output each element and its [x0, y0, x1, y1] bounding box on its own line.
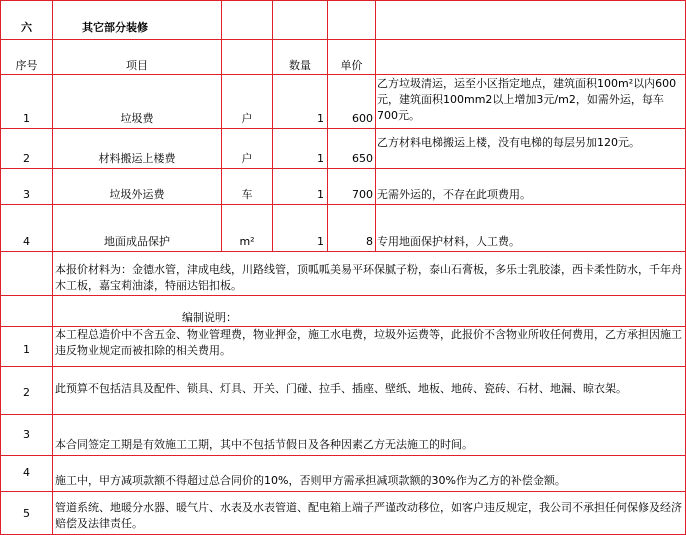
row-seq: 4 — [23, 235, 30, 248]
row-item: 地面成品保护 — [104, 235, 170, 248]
note-text: 管道系统、地暖分水器、暖气片、水表及水表管道、配电箱上端子严谨改动移位，如客户违反规定，我公司不承担任何保修及经济赔偿及法律责任。 — [55, 501, 682, 530]
row-qty: 1 — [317, 152, 324, 165]
row-item: 垃圾外运费 — [109, 188, 165, 201]
note-text: 此预算不包括洁具及配件、锁具、灯具、开关、门碰、拉手、插座、壁纸、地板、地砖、瓷砖、石材、地漏、晾衣架。 — [55, 382, 627, 395]
row-qty: 1 — [317, 112, 324, 125]
row-note: 无需外运的，不存在此项费用。 — [377, 188, 531, 201]
row-seq: 3 — [23, 188, 30, 201]
note-number: 2 — [23, 386, 30, 399]
note-text: 本工程总造价中不含五金、物业管理费，物业押金，施工水电费，垃圾外运费等，此报价不含物业所收任何费用，乙方承担因施工违反物业规定而被扣除的相关费用。 — [55, 328, 682, 357]
row-seq: 2 — [23, 152, 30, 165]
section-number: 六 — [21, 21, 32, 34]
row-qty: 1 — [317, 188, 324, 201]
row-unit: 户 — [241, 152, 253, 165]
section-title: 其它部分装修 — [82, 21, 148, 34]
note-text: 本合同签定工期是有效施工工期，其中不包括节假日及各种因素乙方无法施工的时间。 — [55, 438, 473, 451]
row-price: 8 — [366, 235, 373, 248]
note-text: 施工中，甲方减项款额不得超过总合同价的10%，否则甲方需承担减项款额的30%作为乙方的补偿金额。 — [55, 474, 566, 487]
row-note: 乙方垃圾清运，运至小区指定地点，建筑面积100m²以内600元，建筑面积100mm2以上增加3元/m2，如需外运，每车700元。 — [377, 77, 677, 122]
row-qty: 1 — [317, 235, 324, 248]
row-note: 专用地面保护材料，人工费。 — [377, 235, 520, 248]
row-unit: 车 — [241, 188, 253, 201]
materials-statement: 本报价材料为：金德水管，津成电线，川路线管，顶呱呱美易平环保腻子粉，泰山石膏板，多乐士乳胶漆，西卡柔性防水，千年舟木工板，嘉宝莉油漆，特丽达铝扣板。 — [55, 263, 682, 292]
header-price: 单价 — [340, 59, 363, 72]
row-price: 700 — [352, 188, 373, 201]
header-item: 项目 — [126, 59, 148, 72]
row-price: 650 — [352, 152, 373, 165]
row-note: 乙方材料电梯搬运上楼，没有电梯的每层另加120元。 — [377, 136, 640, 149]
note-number: 1 — [23, 343, 30, 356]
header-seq: 序号 — [15, 59, 38, 72]
note-number: 5 — [23, 507, 30, 520]
row-item: 垃圾费 — [120, 112, 154, 125]
row-unit: 户 — [241, 112, 253, 125]
row-item: 材料搬运上楼费 — [98, 152, 176, 165]
header-qty: 数量 — [289, 59, 311, 72]
note-number: 3 — [23, 428, 30, 441]
row-price: 600 — [352, 112, 373, 125]
notes-title: 编制说明： — [182, 311, 237, 324]
note-number: 4 — [23, 466, 30, 479]
row-seq: 1 — [23, 112, 30, 125]
row-unit: m² — [239, 235, 255, 248]
